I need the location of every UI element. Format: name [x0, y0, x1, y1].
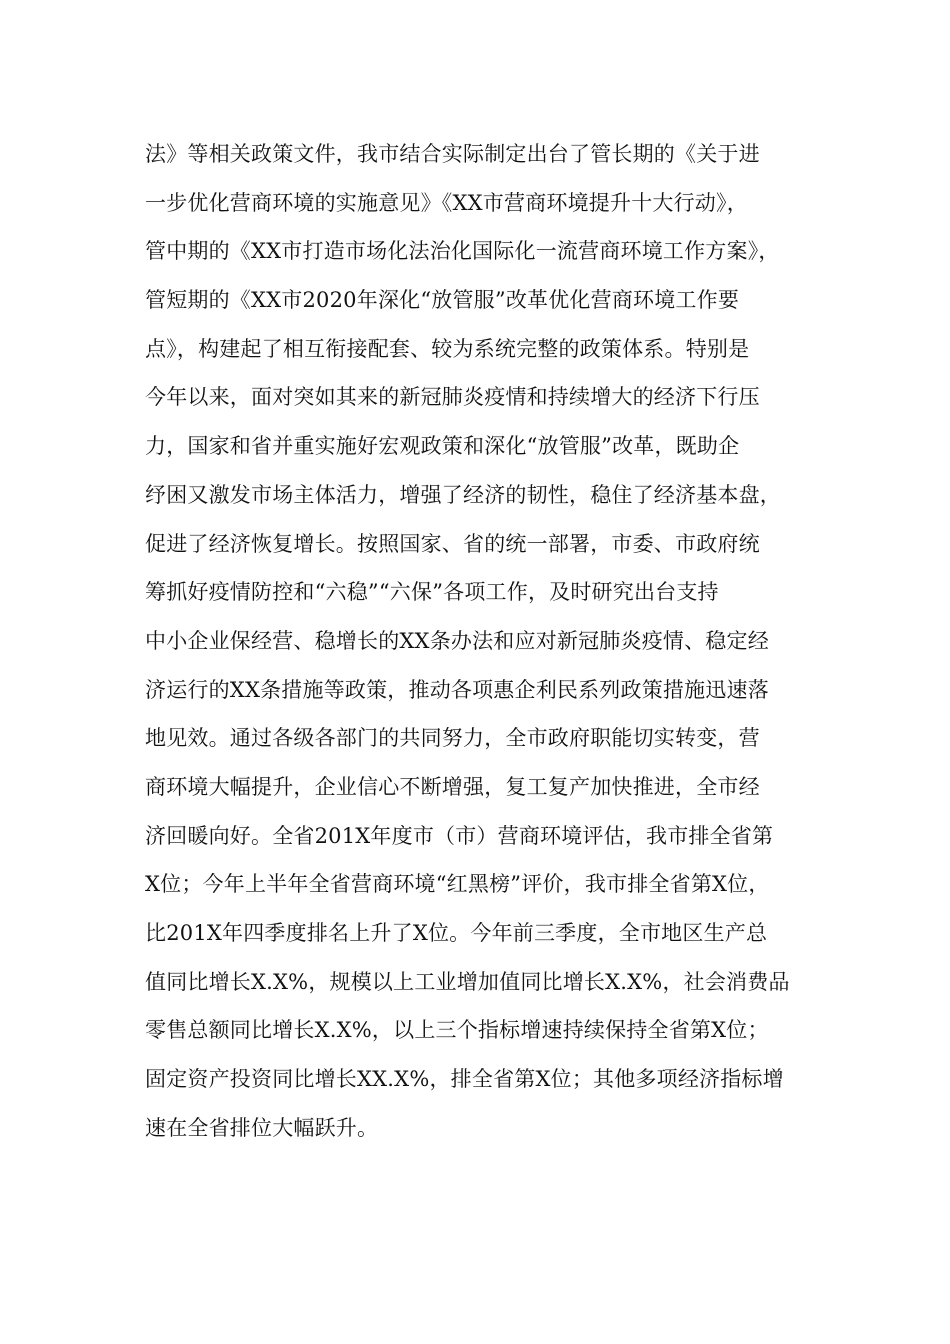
- text-line-15: 济回暖向好。全省201X年度市（市）营商环境评估，我市排全省第: [145, 823, 774, 848]
- text-line-4: 管短期的《XX市2020年深化“放管服”改革优化营商环境工作要: [145, 288, 740, 313]
- text-line-6: 今年以来，面对突如其来的新冠肺炎疫情和持续增大的经济下行压: [145, 385, 760, 410]
- text-line-8: 纾困又激发市场主体活力，增强了经济的韧性，稳住了经济基本盘，: [145, 482, 781, 507]
- body-paragraph: [145, 130, 825, 1152]
- text-line-11: 中小企业保经营、稳增长的XX条办法和应对新冠肺炎疫情、稳定经: [145, 628, 769, 653]
- text-line-5: 点》，构建起了相互衔接配套、较为系统完整的政策体系。特别是: [145, 336, 750, 361]
- text-line-20: 固定资产投资同比增长XX.X%，排全省第X位；其他多项经济指标增: [145, 1067, 784, 1092]
- text-line-18: 值同比增长X.X%，规模以上工业增加值同比增长X.X%，社会消费品: [145, 969, 790, 994]
- text-line-13: 地见效。通过各级各部门的共同努力，全市政府职能切实转变，营: [145, 726, 760, 751]
- text-line-14: 商环境大幅提升，企业信心不断增强，复工复产加快推进，全市经: [145, 774, 760, 799]
- text-line-2: 一步优化营商环境的实施意见》《XX市营商环境提升十大行动》，: [145, 190, 748, 215]
- text-line-7: 力，国家和省并重实施好宏观政策和深化“放管服”改革，既助企: [145, 434, 740, 459]
- text-line-12: 济运行的XX条措施等政策，推动各项惠企利民系列政策措施迅速落: [145, 677, 769, 702]
- text-line-3: 管中期的《XX市打造市场化法治化国际化一流营商环境工作方案》，: [145, 239, 780, 264]
- text-line-9: 促进了经济恢复增长。按照国家、省的统一部署，市委、市政府统: [145, 531, 760, 556]
- text-line-10: 筹抓好疫情防控和“六稳”“六保”各项工作，及时研究出台支持: [145, 580, 719, 605]
- text-line-16: X位；今年上半年全省营商环境“红黑榜”评价，我市排全省第X位，: [145, 872, 770, 897]
- text-line-21: 速在全省排位大幅跃升。: [145, 1115, 379, 1140]
- text-line-19: 零售总额同比增长X.X%，以上三个指标增速持续保持全省第X位；: [145, 1018, 769, 1043]
- text-line-1: 法》等相关政策文件，我市结合实际制定出台了管长期的《关于进: [145, 142, 760, 166]
- text-line-17: 比201X年四季度排名上升了X位。今年前三季度，全市地区生产总: [145, 921, 768, 945]
